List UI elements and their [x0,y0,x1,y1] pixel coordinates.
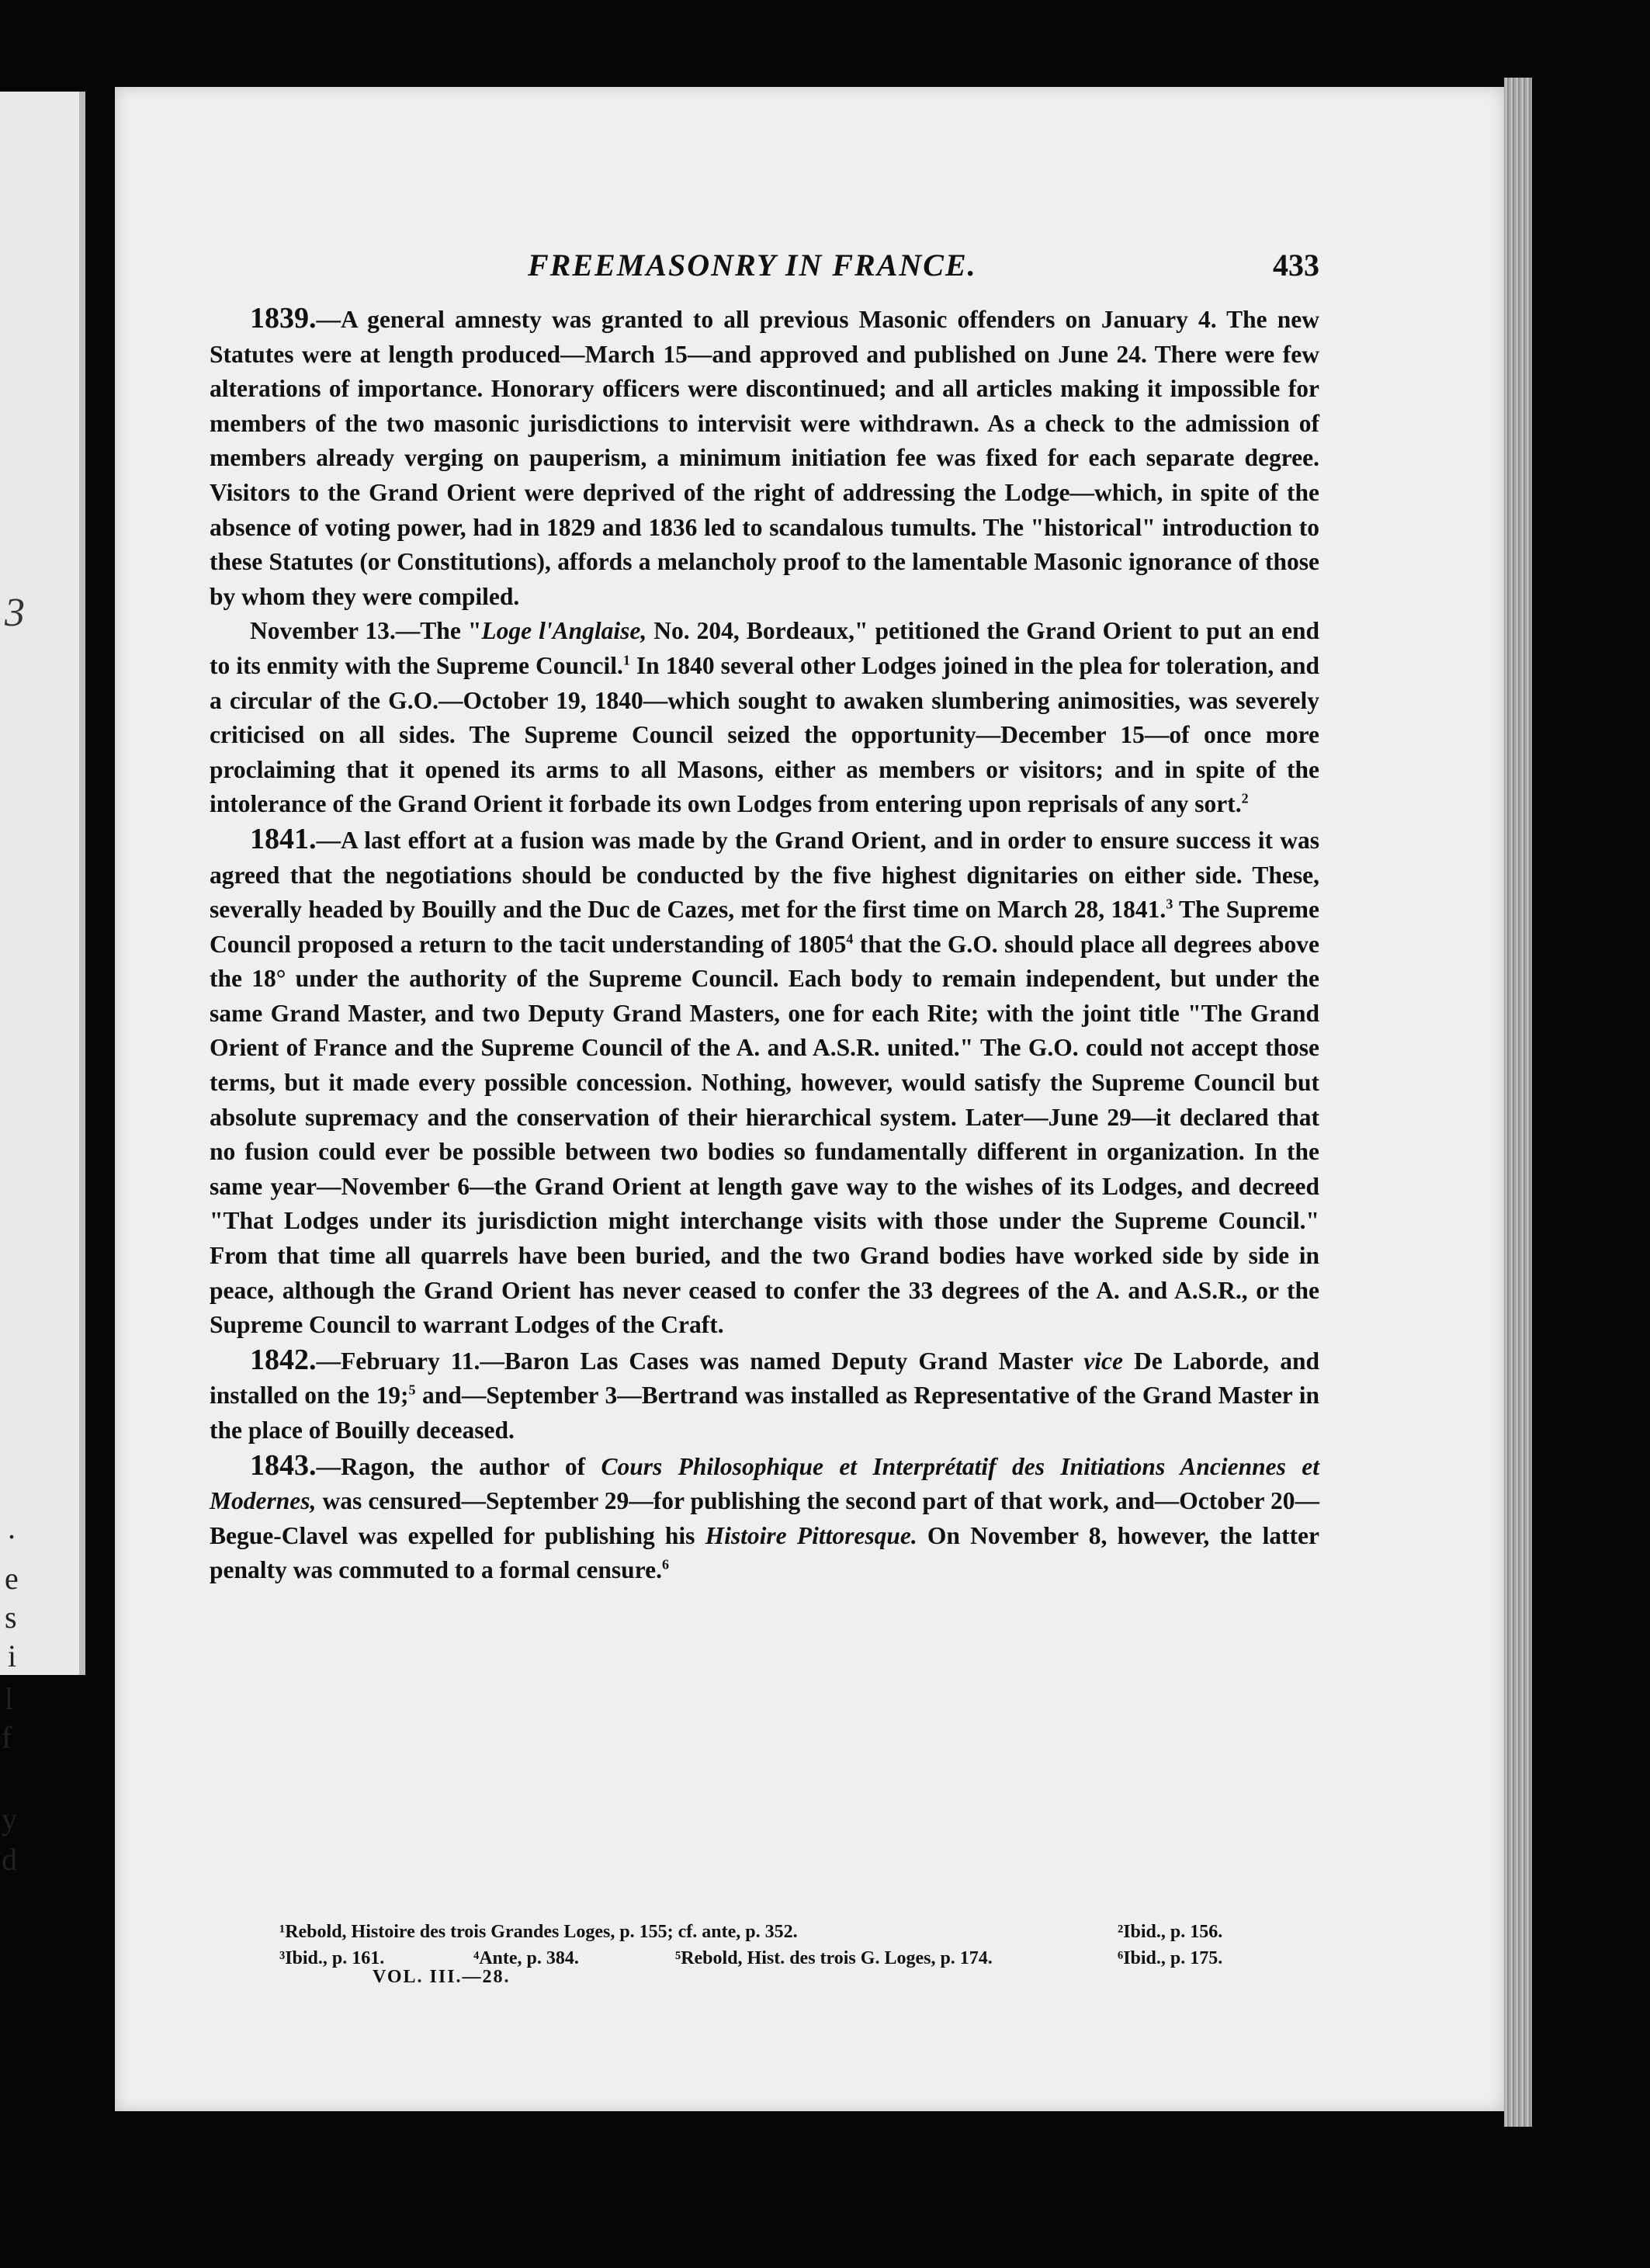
footnotes [210,1919,1319,1971]
paragraph-november-13 [210,614,1319,822]
margin-mark: 3 [5,591,25,635]
margin-mark: s [5,1600,17,1635]
running-head-title: FREEMASONRY IN FRANCE. [528,248,977,283]
paragraph-text: —A last effort at a fusion was made by the Grand Orient, and in order to ensure success it was agreed that the negotiations should be conducted by the five highest dignitaries on either side. These, severally headed by Bouilly and the Duc de Cazes, met for the first time on March 28, 1841. [210,826,1319,924]
paragraph-text: In 1840 several other Lodges joined in the plea for toleration, and a circular of the G.O.—October 19, 1840—which sought to awaken slumbering animosities, was severely criticised on all sides. The Supreme Council seized the opportunity—December 15—of once more proclaiming that it opened its arms to all Masons, either as members or visitors; and in spite of the intolerance of the Grand Orient it forbade its own Lodges from entering upon reprisals of any sort. [210,651,1319,818]
italic-text: Loge l'Anglaise, [481,617,647,645]
paragraph-text: No. 204, Bordeaux," petitioned the Grand Orient to put an end to its enmity with the Supreme Council. [210,617,1319,679]
year-heading: 1842. [250,1343,317,1376]
paragraph-text: —February 11.—Baron Las Cases was named Deputy Grand Master [316,1347,1084,1375]
footnote-row [210,1919,1319,1945]
paragraph-1841 [210,822,1319,1343]
year-heading: 1841. [250,822,317,855]
paragraph-text: November 13.—The " [250,617,482,645]
footnote-4: ⁴Ante, p. 384. [473,1948,579,1968]
paragraph-text: and—September 3—Bertrand was installed as Representative of the Grand Master in the place of Bouilly deceased. [210,1382,1319,1444]
margin-mark: y [2,1802,17,1836]
italic-text: Histoire Pittoresque. [705,1521,917,1549]
page-number: 433 [1273,248,1319,283]
paragraph-1843 [210,1448,1319,1588]
paragraph-text: On November 8, however, the latter penalty was commuted to a formal censure. [210,1521,1320,1584]
year-heading: 1839. [250,302,317,335]
margin-mark: i [8,1639,17,1673]
running-header [528,247,1319,293]
italic-text: Cours Philosophique et Interprétatif des Initiations Anciennes et Modernes, [210,1452,1320,1515]
paragraph-text: was censured—September 29—for publishing the second part of that work, and—October 20—Begue-Clavel was expelled for publishing his [210,1487,1319,1549]
paragraph-1842 [210,1343,1319,1448]
footnote-1: ¹Rebold, Histoire des trois Grandes Loges, p. 155; cf. ante, p. 352. [279,1922,798,1942]
paragraph-text: The Supreme Council proposed a return to the tacit understanding of 1805 [210,896,1319,958]
footnote-6: ⁶Ibid., p. 175. [1118,1948,1223,1968]
left-margin-marks [0,0,85,2268]
volume-signature: VOL. III.—28. [373,1967,511,1987]
paragraph-text: that the G.O. should place all degrees above the 18° under the authority of the Supreme Council. Each body to remain independent, but under the same Grand Master, and two Deputy Grand Masters, one for each Rite; with the joint title "The Grand Orient of France and the Supreme Council of the A. and A.S.R. united." The G.O. could not accept those terms, but it made every possible concession. Nothing, however, would satisfy the Supreme Council but absolute supremacy and the conservation of their hierarchical system. Later—June 29—it declared that no fusion could ever be possible between two bodies so fundamentally different in organization. In the same year—November 6—the Grand Orient at length gave way to the wishes of its Lodges, and decreed "That Lodges under its jurisdiction might interchange visits with those under the Supreme Council." From that time all quarrels have been buried, and the two Grand bodies have worked side by side in peace, although the Grand Orient has never ceased to confer the 33 degrees of the A. and A.S.R., or the Supreme Council to warrant Lodges of the Craft. [210,930,1319,1339]
footnote-ref: 2 [1241,790,1249,806]
footnote-ref: 5 [408,1382,416,1398]
italic-text: vice [1083,1347,1123,1375]
body-text [210,301,1319,1588]
margin-mark: f [2,1720,12,1755]
footnote-ref: 6 [661,1556,669,1573]
footnote-2: ²Ibid., p. 156. [1118,1922,1223,1942]
footnote-ref: 3 [1166,896,1173,912]
paragraph-text: —A general amnesty was granted to all previous Masonic offenders on January 4. The new Statutes were at length produced—March 15—and approved and published on June 24. There were few alterations of importance. Honorary officers were discontinued; and all articles making it impossible for members of the two masonic jurisdictions to intervisit were withdrawn. As a check to the admission of members already verging on pauperism, a minimum initiation fee was fixed for each separate degree. Visitors to the Grand Orient were deprived of the right of addressing the Lodge—which, in spite of the absence of voting power, had in 1829 and 1836 led to scandalous tumults. The "historical" introduction to these Statutes (or Constitutions), affords a melancholy proof to the lamentable Masonic ignorance of those by whom they were compiled. [210,306,1319,610]
footnote-5: ⁵Rebold, Hist. des trois G. Loges, p. 174. [675,1948,993,1968]
paragraph-1839 [210,301,1319,614]
margin-mark: e [5,1561,19,1596]
margin-mark: d [2,1842,17,1877]
page-edge-stack [1504,78,1532,2127]
paragraph-text: De Laborde, and installed on the 19; [210,1347,1320,1410]
year-heading: 1843. [250,1448,317,1482]
margin-mark: . [8,1510,16,1545]
footnote-ref: 1 [622,652,630,668]
margin-mark: l [5,1681,14,1716]
footnote-ref: 4 [846,931,854,947]
paragraph-text: —Ragon, the author of [316,1452,601,1480]
footnote-3: ³Ibid., p. 161. [279,1948,385,1968]
